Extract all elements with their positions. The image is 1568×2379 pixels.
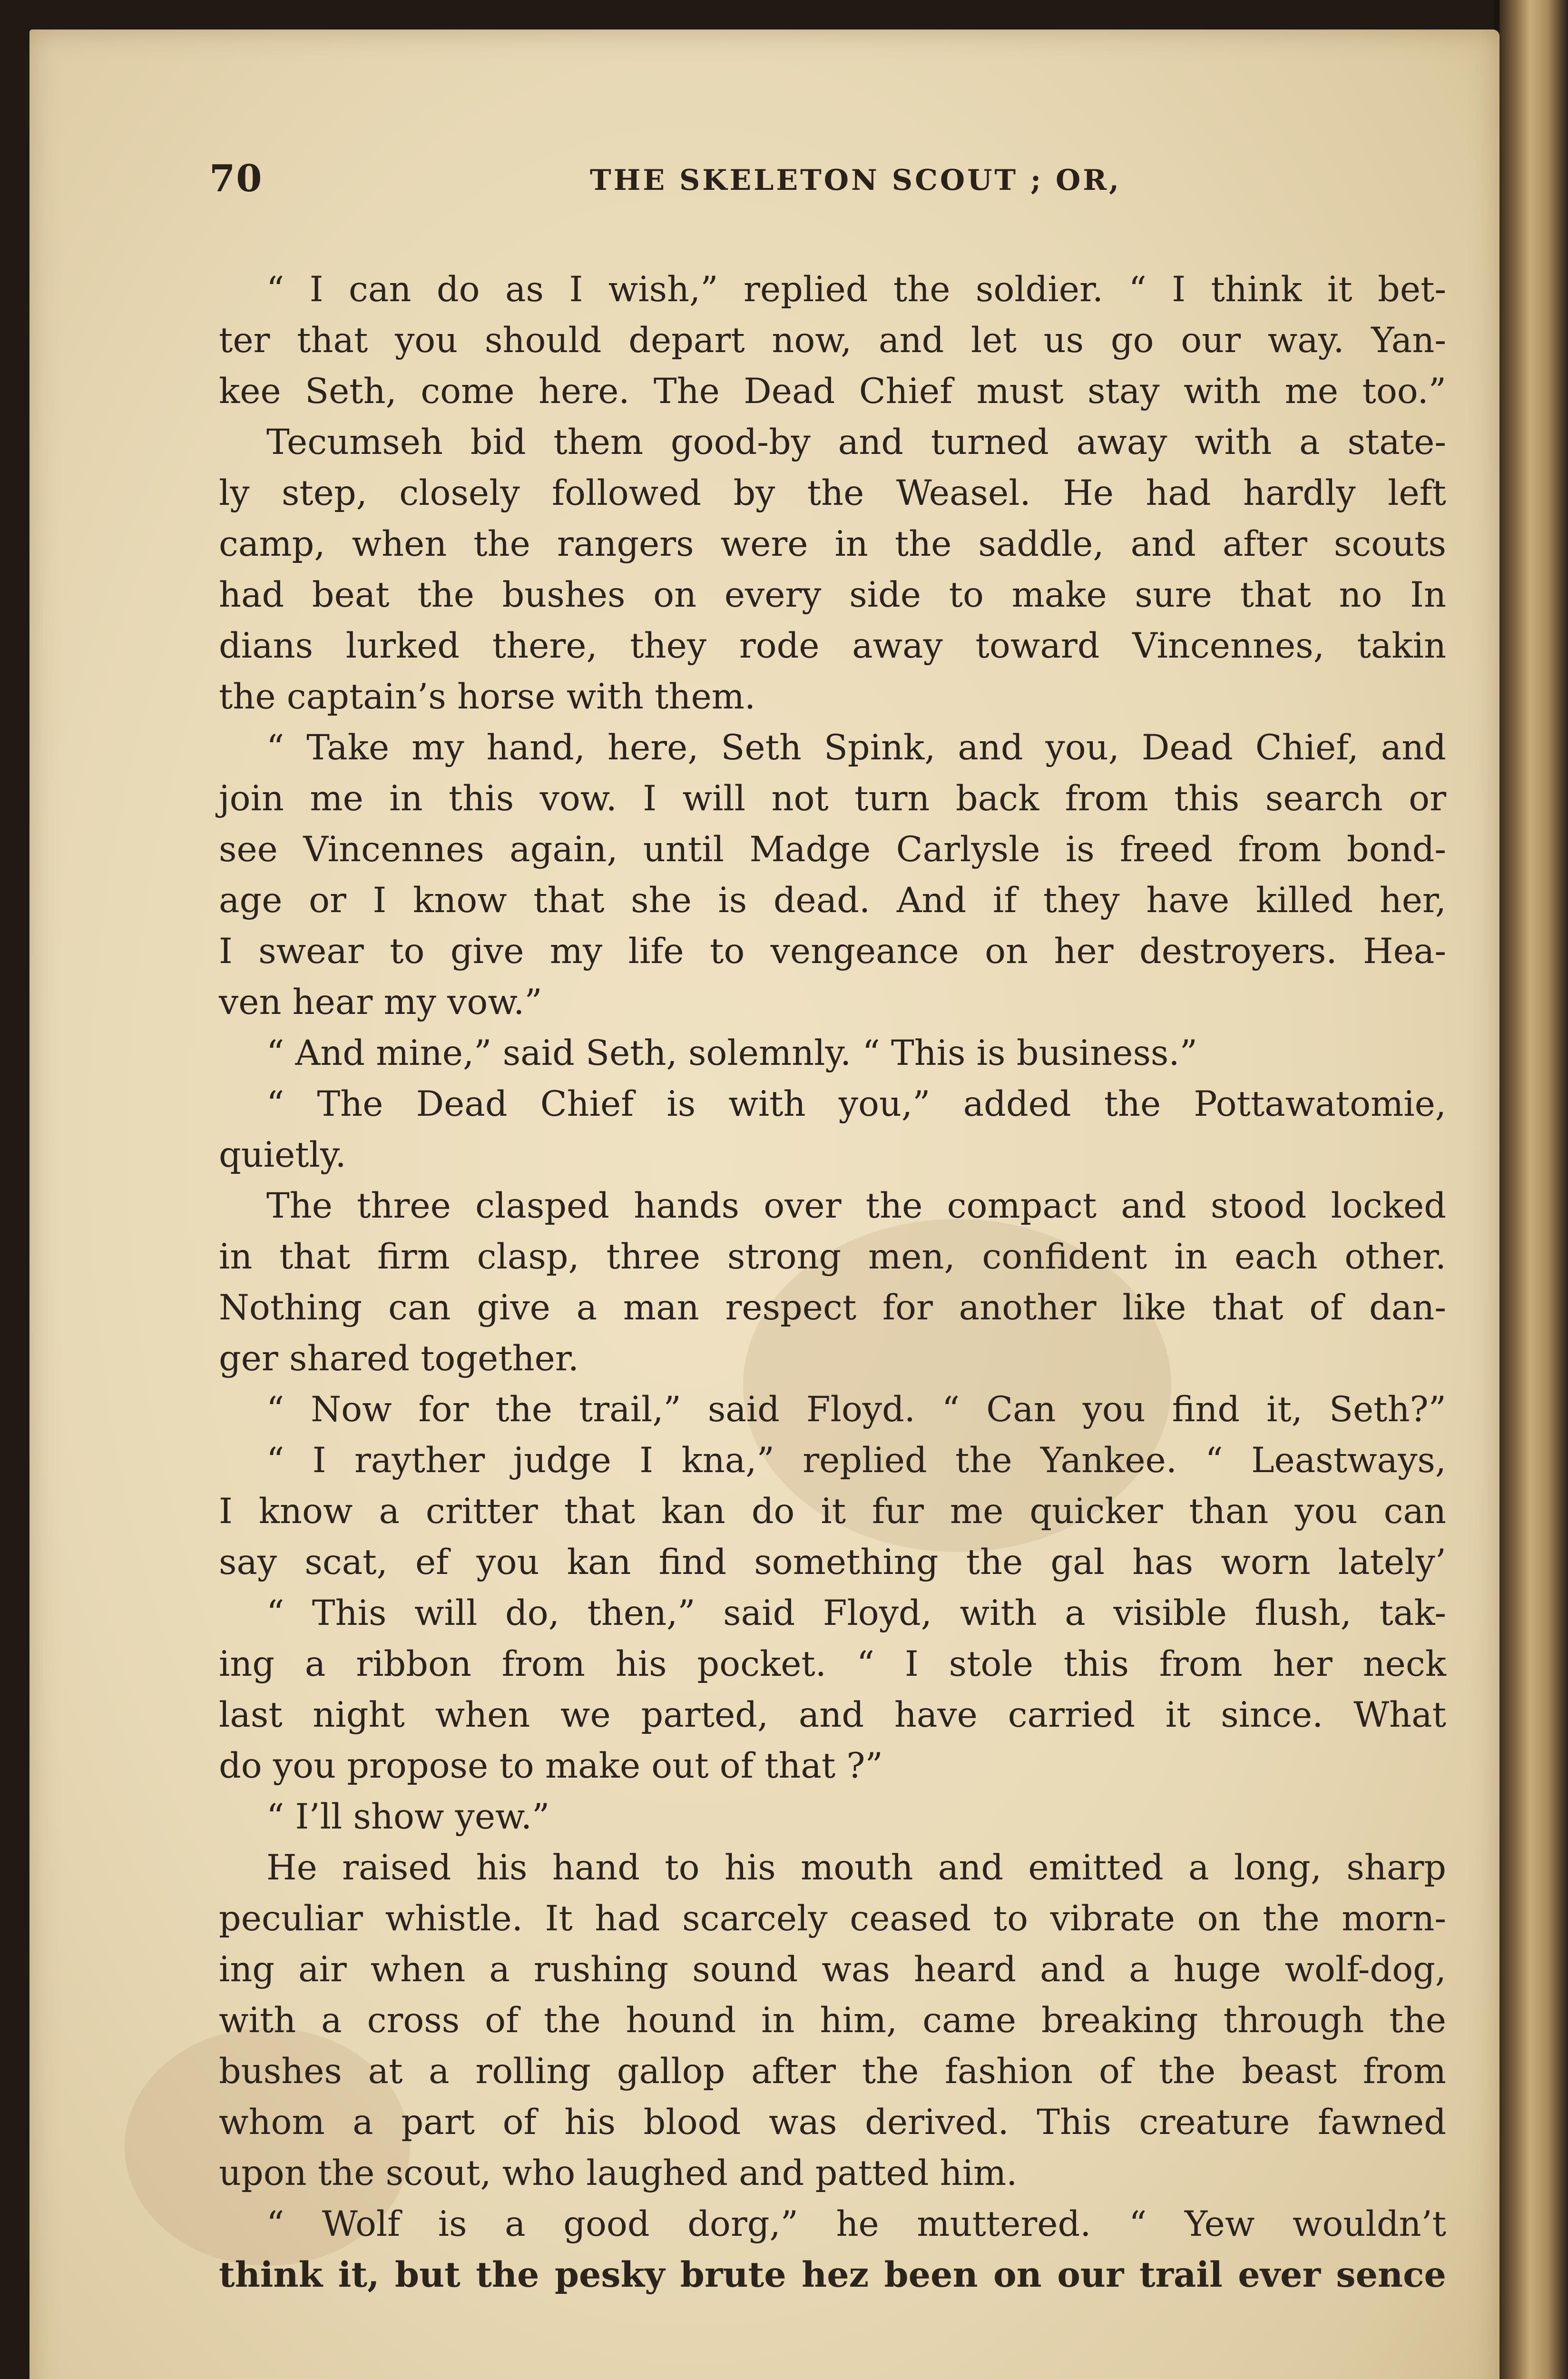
- text-line: “ I rayther judge I kna,” replied the Yankee. “ Leastways,: [266, 1440, 1446, 1481]
- text-line: age or I know that she is dead. And if they have killed her,: [219, 880, 1446, 921]
- running-head: THE SKELETON SCOUT ; OR,: [590, 164, 1122, 197]
- text-line: Nothing can give a man respect for another like that of dan-: [219, 1288, 1446, 1328]
- text-line: last night when we parted, and have carried it since. What: [219, 1695, 1446, 1735]
- text-line: ger shared together.: [219, 1338, 579, 1379]
- text-line: join me in this vow. I will not turn back from this search or: [219, 778, 1446, 819]
- text-line: dians lurked there, they rode away toward Vincennes, takin: [219, 626, 1446, 666]
- text-line: “ The Dead Chief is with you,” added the Pottawatomie,: [266, 1084, 1446, 1124]
- text-line: say scat, ef you kan find something the gal has worn lately’: [219, 1542, 1446, 1583]
- text-line: do you propose to make out of that ?”: [219, 1746, 883, 1786]
- text-line: The three clasped hands over the compact and stood locked: [266, 1186, 1446, 1226]
- text-line: I know a critter that kan do it fur me quicker than you can: [219, 1491, 1446, 1532]
- body-text: [219, 264, 1446, 2300]
- text-line: “ And mine,” said Seth, solemnly. “ This is business.”: [266, 1033, 1197, 1073]
- text-line: upon the scout, who laughed and patted him.: [219, 2153, 1018, 2193]
- text-line: think it, but the pesky brute hez been on our trail ever sence: [219, 2254, 1446, 2295]
- text-line: kee Seth, come here. The Dead Chief must stay with me too.”: [219, 371, 1446, 412]
- text-line: Tecumseh bid them good-by and turned away with a state-: [266, 422, 1446, 462]
- text-line: “ I’ll show yew.”: [266, 1797, 550, 1837]
- text-line: see Vincennes again, until Madge Carlysle is freed from bond-: [219, 829, 1446, 870]
- text-line: quietly.: [219, 1135, 346, 1175]
- next-page-edge: [1499, 0, 1568, 2379]
- text-line: with a cross of the hound in him, came breaking through the: [219, 2000, 1446, 2041]
- text-line: the captain’s horse with them.: [219, 677, 756, 717]
- text-line: “ Now for the trail,” said Floyd. “ Can you find it, Seth?”: [266, 1389, 1446, 1430]
- text-line: “ I can do as I wish,” replied the soldier. “ I think it bet-: [266, 269, 1446, 310]
- text-line: in that firm clasp, three strong men, confident in each other.: [219, 1237, 1446, 1277]
- text-line: “ Take my hand, here, Seth Spink, and you, Dead Chief, and: [266, 727, 1446, 768]
- text-line: peculiar whistle. It had scarcely ceased to vibrate on the morn-: [219, 1898, 1446, 1939]
- text-line: ing air when a rushing sound was heard and a huge wolf-dog,: [219, 1949, 1446, 1990]
- text-line: He raised his hand to his mouth and emitted a long, sharp: [266, 1848, 1446, 1888]
- text-line: ly step, closely followed by the Weasel. He had hardly left: [219, 473, 1446, 513]
- text-line: bushes at a rolling gallop after the fashion of the beast from: [219, 2051, 1446, 2092]
- text-line: ing a ribbon from his pocket. “ I stole this from her neck: [219, 1644, 1446, 1684]
- page-header: [209, 157, 1456, 214]
- text-line: I swear to give my life to vengeance on her destroyers. Hea-: [219, 931, 1446, 972]
- text-line: whom a part of his blood was derived. This creature fawned: [219, 2102, 1446, 2143]
- text-line: “ Wolf is a good dorg,” he muttered. “ Yew wouldn’t: [266, 2204, 1446, 2244]
- text-line: camp, when the rangers were in the saddle, and after scouts: [219, 524, 1446, 564]
- text-line: had beat the bushes on every side to make sure that no In: [219, 575, 1446, 615]
- text-line: ter that you should depart now, and let us go our way. Yan-: [219, 320, 1446, 361]
- text-line: ven hear my vow.”: [219, 982, 542, 1022]
- text-line: “ This will do, then,” said Floyd, with a visible flush, tak-: [266, 1593, 1446, 1633]
- page-number: 70: [209, 157, 263, 200]
